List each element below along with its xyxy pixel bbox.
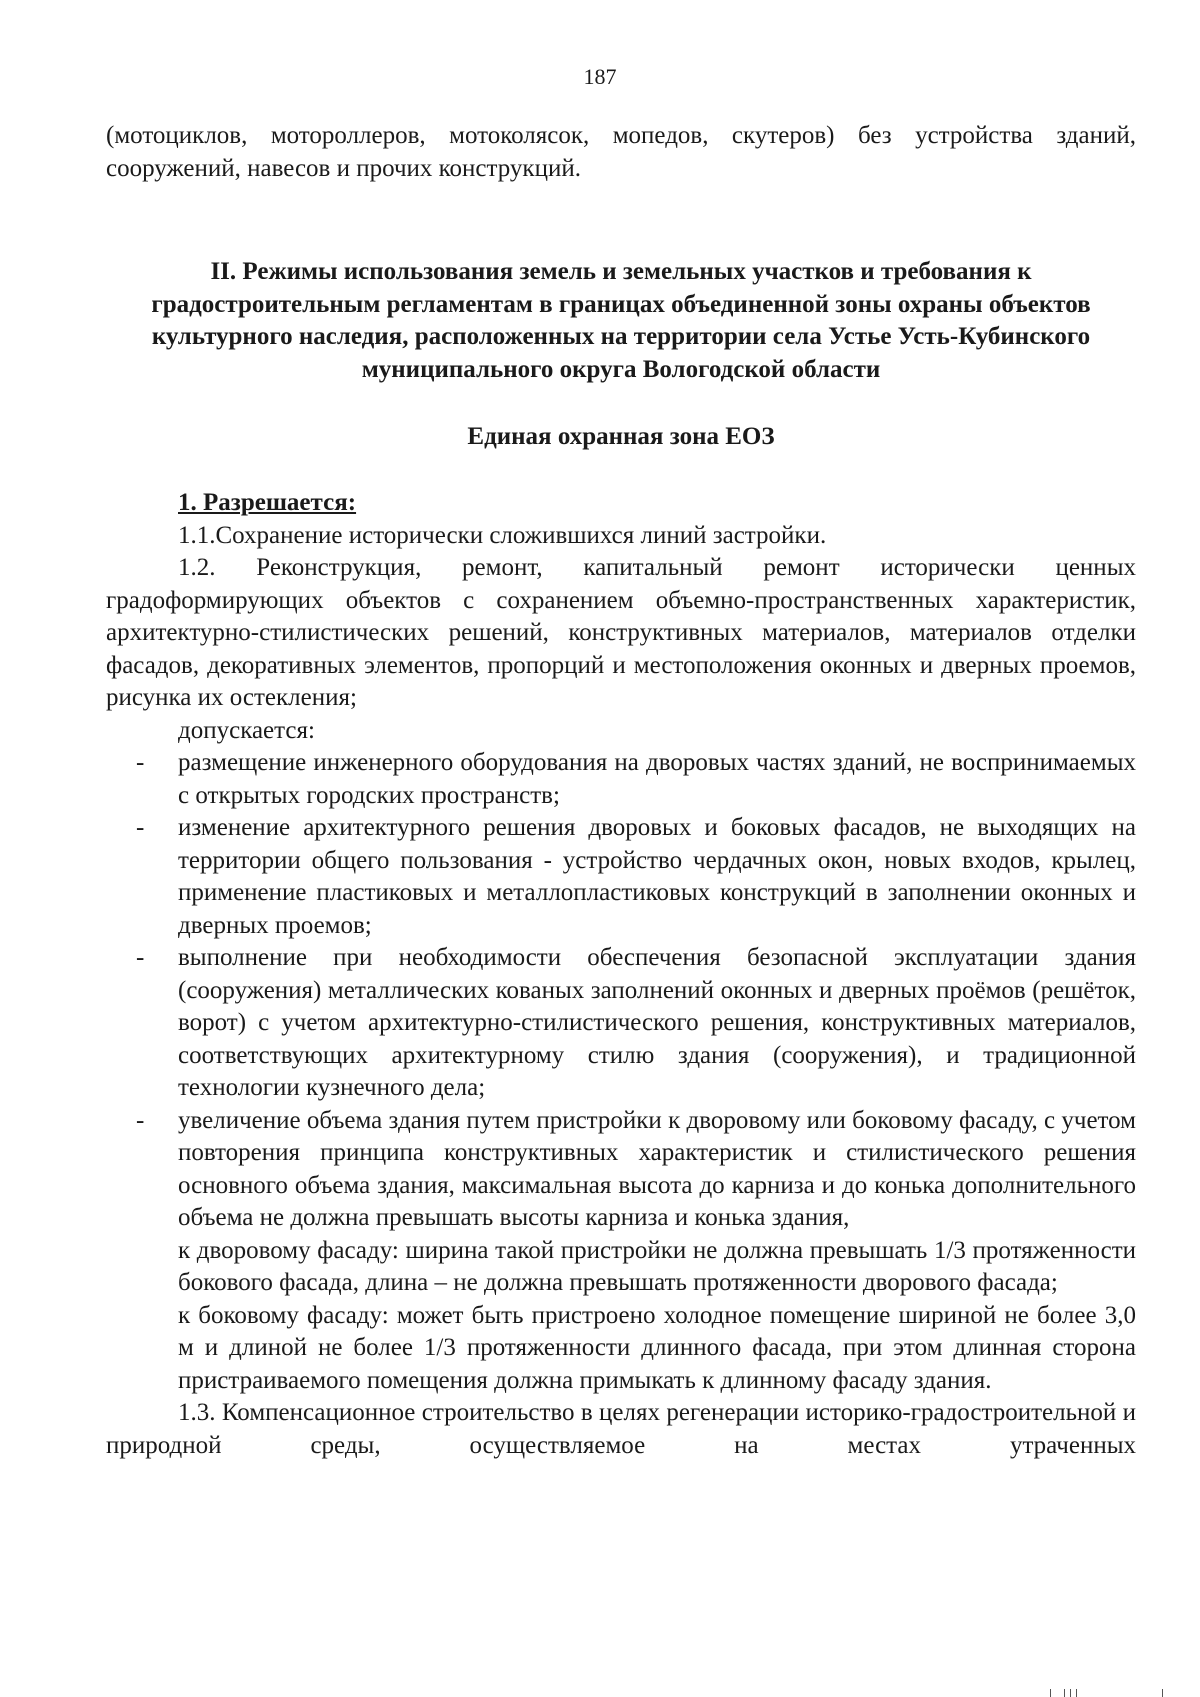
allowed-label: 1. Разрешается: (178, 489, 357, 516)
bullet-marker: - (136, 749, 145, 776)
scan-artifact-marks (1050, 1680, 1170, 1697)
courtyard-facade-paragraph: к дворовому фасаду: ширина такой пристройки не должна превышать 1/3 протяженности бокового фасада, длина – не должна превышать протяженности дворового фасада; (178, 1236, 1136, 1296)
bullet-marker: - (136, 1106, 145, 1134)
list-item-text: размещение инженерного оборудования на дворовых частях зданий, не воспринимаемых с открытых городских пространств; (178, 749, 1136, 809)
list-item-text: изменение архитектурного решения дворовых и боковых фасадов, не выходящих на территории общего пользования - устройство чердачных окон, новых входов, крылец, применение пластиковых и металлопластиковых конструкций в заполнении оконных и дверных проемов; (178, 814, 1136, 939)
bullet-marker: - (136, 814, 145, 841)
list-item (106, 942, 1136, 1105)
bullet-marker: - (136, 944, 145, 971)
section-body (106, 487, 1136, 1462)
zone-subheading: Единая охранная зона ЕОЗ (467, 423, 775, 450)
carryover-paragraph: (мотоциклов, мотороллеров, мотоколясок, мопедов, скутеров) без устройства зданий, сооружений, навесов и прочих конструкций. (106, 122, 1136, 182)
side-facade-paragraph: к боковому фасаду: может быть пристроено холодное помещение шириной не более 3,0 м и длиной не более 1/3 протяженности длинного фасада, при этом длинная сторона пристраиваемого помещения должна примыкать к длинному фасаду здания. (178, 1301, 1136, 1394)
item-1-2: 1.2. Реконструкция, ремонт, капитальный ремонт исторически ценных градоформирующих объектов с сохранением объемно-пространственных характеристик, архитектурно-стилистических решений, конструктивных материалов, материалов отделки фасадов, декоративных элементов, пропорций и местоположения оконных и дверных проемов, рисунка их остекления; (106, 554, 1136, 711)
page-number: 187 (583, 64, 617, 89)
permitted-label: допускается: (178, 716, 315, 744)
list-item-text: увеличение объема здания путем пристройки к дворовому или боковому фасаду, с учетом повторения принципа конструктивных характеристик и стилистического решения основного объема здания, максимальная высота до карниза и до конька дополнительного объема не должна превышать высоты карниза и конька здания, (178, 1106, 1136, 1231)
list-item (106, 747, 1136, 812)
item-1-1: 1.1.Сохранение исторически сложившихся линий застройки. (178, 521, 827, 549)
section-heading: II. Режимы использования земель и земельных участков и требования к градостроительным регламентам в границах объединенной зоны охраны объектов культурного наследия, расположенных на территории села Устье Усть-Кубинского муниципального округа Вологодской области (151, 258, 1091, 383)
list-item-text: выполнение при необходимости обеспечения безопасной эксплуатации здания (сооружения) металлических кованых заполнений оконных и дверных проёмов (решёток, ворот) с учетом архитектурно-стилистического решения, конструктивных материалов, соответствующих архитектурному стилю здания (сооружения), и традиционной технологии кузнечного дела; (178, 944, 1136, 1101)
list-item (106, 812, 1136, 942)
item-1-3: 1.3. Компенсационное строительство в целях регенерации историко-градостроительной и природной среды, осуществляемое на местах утраченных (106, 1399, 1136, 1459)
list-item (106, 1105, 1136, 1235)
permitted-list (106, 747, 1136, 1235)
